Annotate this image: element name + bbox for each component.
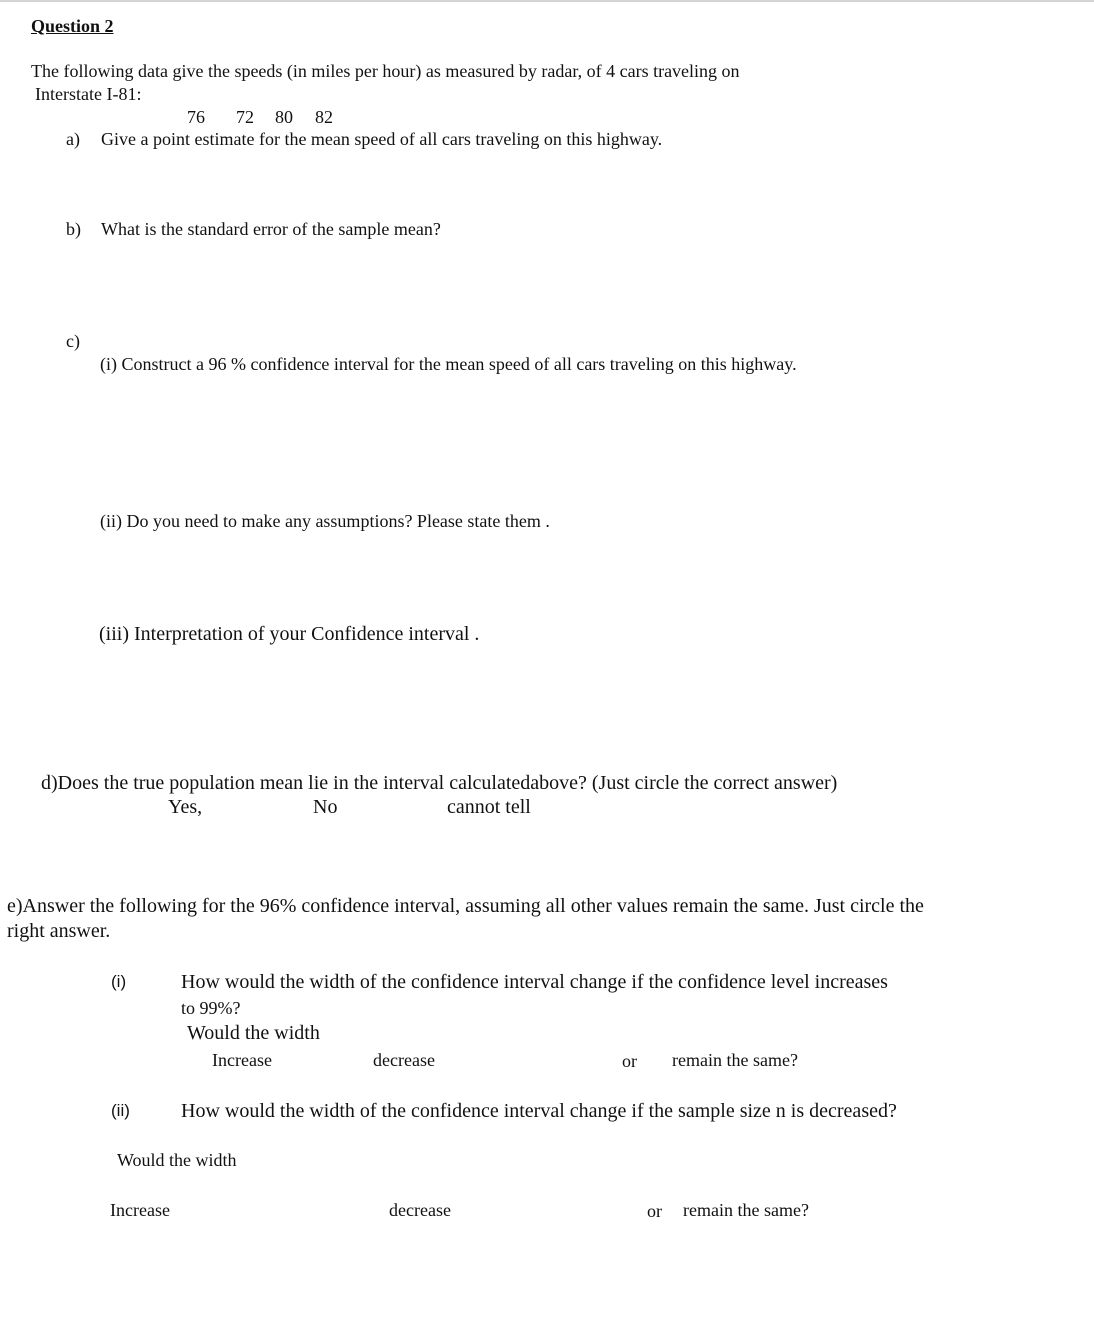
- data-value: 82: [315, 107, 333, 127]
- part-e-i-option-increase[interactable]: Increase: [212, 1050, 272, 1070]
- part-e-ii-would: Would the width: [117, 1150, 237, 1170]
- part-e-ii-label: (ii): [111, 1101, 130, 1120]
- part-e-i-label: (i): [111, 972, 127, 991]
- part-d-option-yes[interactable]: Yes,: [168, 796, 203, 818]
- data-value: 72: [236, 107, 254, 127]
- part-b-label: b): [66, 219, 81, 239]
- part-e-i-would: Would the width: [187, 1022, 320, 1044]
- part-d-option-no[interactable]: No: [313, 796, 338, 818]
- part-e-intro-line-1: e)Answer the following for the 96% confidence interval, assuming all other values remain the same. Just circle the: [7, 895, 924, 917]
- part-d-question: d)Does the true population mean lie in the interval calculatedabove? (Just circle the correct answer): [41, 772, 838, 794]
- part-c-i: (i) Construct a 96 % confidence interval for the mean speed of all cars traveling on this highway.: [100, 354, 797, 374]
- part-d-option-cannot-tell[interactable]: cannot tell: [447, 796, 531, 818]
- part-e-i-option-remain-same[interactable]: remain the same?: [672, 1050, 798, 1070]
- part-c-ii: (ii) Do you need to make any assumptions? Please state them .: [100, 511, 550, 531]
- intro-line-1: The following data give the speeds (in miles per hour) as measured by radar, of 4 cars traveling on: [31, 61, 740, 81]
- top-border: [0, 0, 1094, 2]
- part-a-text: Give a point estimate for the mean speed of all cars traveling on this highway.: [101, 129, 663, 149]
- part-c-label: c): [66, 331, 80, 351]
- data-value: 76: [187, 107, 205, 127]
- intro-line-2: Interstate I-81:: [35, 84, 142, 104]
- part-e-intro-line-2: right answer.: [7, 920, 111, 942]
- part-e-ii-option-decrease[interactable]: decrease: [389, 1200, 451, 1220]
- part-b-text: What is the standard error of the sample mean?: [101, 219, 441, 239]
- part-e-ii-or: or: [647, 1201, 662, 1221]
- part-e-i-option-decrease[interactable]: decrease: [373, 1050, 435, 1070]
- part-e-i-line-2: to 99%?: [181, 998, 241, 1018]
- part-e-ii-option-remain-same[interactable]: remain the same?: [683, 1200, 809, 1220]
- part-e-i-or: or: [622, 1051, 637, 1071]
- part-e-ii-text: How would the width of the confidence interval change if the sample size n is decreased?: [181, 1100, 897, 1122]
- part-e-ii-option-increase[interactable]: Increase: [110, 1200, 170, 1220]
- data-value: 80: [275, 107, 293, 127]
- speed-data-values: [0, 106, 400, 128]
- part-e-i-line-1: How would the width of the confidence interval change if the confidence level increases: [181, 971, 888, 993]
- part-c-iii: (iii) Interpretation of your Confidence interval .: [99, 623, 480, 645]
- part-a-label: a): [66, 129, 80, 149]
- question-title: Question 2: [31, 16, 114, 36]
